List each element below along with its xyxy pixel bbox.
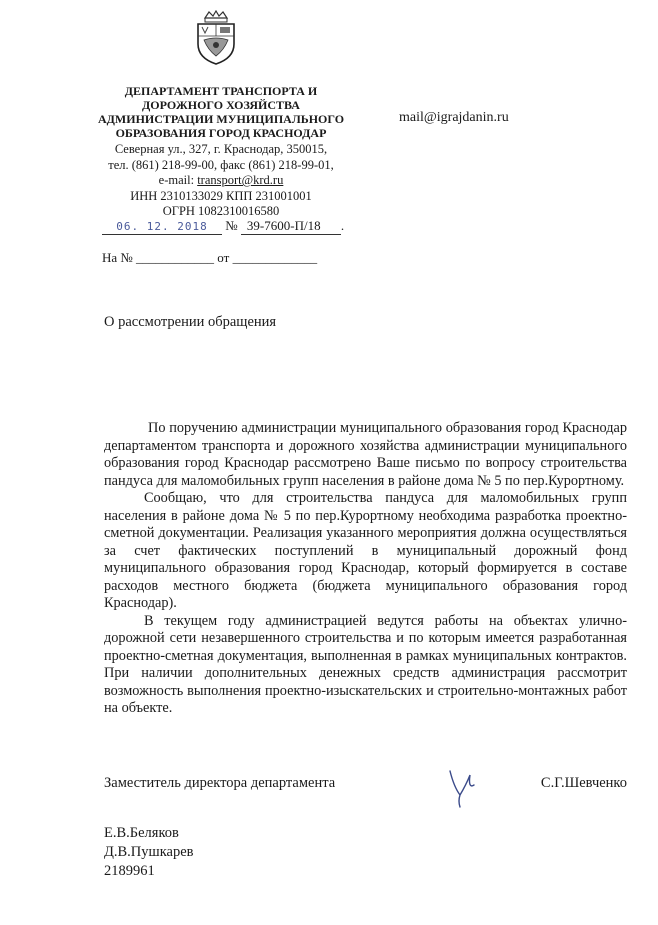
date-stamp: 06. 12. 2018	[116, 220, 208, 233]
ogrn: ОГРН 1082310016580	[162, 204, 280, 218]
email-prefix: e-mail:	[158, 173, 198, 187]
org-line: АДМИНИСТРАЦИИ МУНИЦИПАЛЬНОГО	[98, 112, 345, 126]
outgoing-number: 39-7600-П/18	[246, 218, 321, 233]
letter-body	[104, 420, 627, 718]
contact-details	[98, 142, 344, 220]
recipient-email[interactable]: mail@igrajdanin.ru	[399, 110, 509, 125]
executor-phone: 2189961	[104, 863, 155, 879]
signatory-name: С.Г.Шевченко	[540, 775, 627, 791]
number-label: №	[225, 218, 238, 233]
coat-of-arms-icon	[193, 10, 239, 66]
inn-kpp: ИНН 2310133029 КПП 231001001	[130, 188, 312, 203]
org-line: ДЕПАРТАМЕНТ ТРАНСПОРТА И	[124, 84, 318, 98]
email-link[interactable]: transport@krd.ru	[197, 173, 284, 187]
body-paragraph: Сообщаю, что для строительства пандуса для маломобильных групп населения в районе дома № 5 по пер.Курортному необходима разработка проектно-сметной документации. Реализация указанного мероприятия должна осуществляться за счет фактических поступлений в муниципальный дорожный фонд муниципального образования город Краснодар, который формируется в составе расходов местного бюджета (бюджета муниципального образования город Краснодар).	[104, 490, 627, 611]
organization-name	[98, 84, 344, 140]
address: Северная ул., 327, г. Краснодар, 350015,	[114, 142, 328, 156]
letter-subject: О рассмотрении обращения	[104, 314, 277, 330]
body-paragraph: В текущем году администрацией ведутся работы на объектах улично-дорожной сети незавершенного строительства и по которым имеется разработанная проектно-сметная документация, выполненная в рамках муниципальных контрактов. При наличии дополнительных денежных средств администрация рассмотрит возможность выполнения проектно-изыскательских и строительно-монтажных работ на объекте.	[104, 612, 627, 716]
email-line	[98, 173, 344, 189]
executor-name: Д.В.Пушкарев	[104, 844, 194, 860]
reference-line: На № ____________ от _____________	[102, 250, 318, 265]
executor-name: Е.В.Беляков	[104, 825, 179, 841]
registration-line: 06. 12. 2018 № 39-7600-П/18 .	[102, 218, 340, 235]
body-paragraph: По поручению администрации муниципального образования город Краснодар департаментом транспорта и дорожного хозяйства администрации муниципального образования город Краснодар рассмотрено Ваше письмо по вопросу строительства пандуса для маломобильных групп населения в районе дома № 5 по пер.Курортному.	[104, 420, 627, 489]
phone-fax: тел. (861) 218-99-00, факс (861) 218-99-01,	[108, 157, 334, 172]
sender-header	[98, 84, 344, 220]
org-line: ДОРОЖНОГО ХОЗЯЙСТВА	[142, 98, 300, 112]
executors-block	[104, 824, 194, 881]
org-line: ОБРАЗОВАНИЯ ГОРОД КРАСНОДАР	[115, 126, 327, 140]
signatory-title: Заместитель директора департамента	[104, 775, 336, 791]
handwritten-signature-icon	[444, 765, 480, 809]
